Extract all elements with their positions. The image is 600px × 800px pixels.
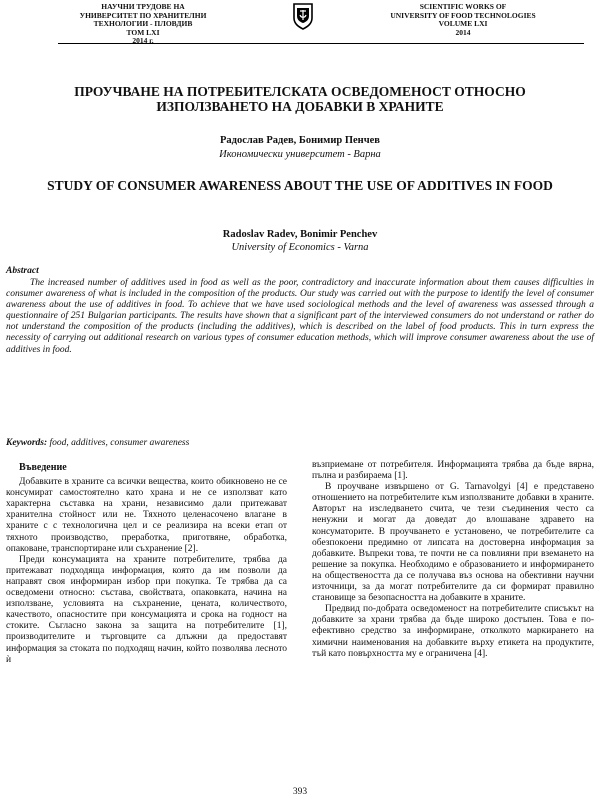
header-line: VOLUME LXI	[438, 19, 488, 28]
affiliation-en: University of Economics - Varna	[231, 242, 369, 253]
abstract-text: The increased number of additives used in food as well as the poor, contradictory and inaccurate information about them causes difficulties in consumer awareness of what is included in the composition of the products. Our study was carried out with the purpose to identify the level of consumer awareness about the use of additives in food. To achieve that we have used sociological methods and the level of awareness was assessed through a questionnaire of 251 Bulgarian participants. The results have shown that a significant part of the interviewed consumers do not understand or rather do not understand the composition of the products (including the additives), which is described on the label of food products. This in turn express the necessity of carrying out additional research on various types of consumer education methods, which will improve consumer awareness about the use of additives in food.	[6, 278, 594, 355]
header-line: 2014 г.	[132, 36, 154, 45]
header-line: SCIENTIFIC WORKS OF	[419, 2, 507, 11]
header-line: UNIVERSITY OF FOOD TECHNOLOGIES	[390, 10, 536, 20]
title-line: ПРОУЧВАНЕ НА ПОТРЕБИТЕЛСКАТА ОСВЕДОМЕНОСТ ОТНОСНО	[74, 84, 526, 99]
journal-header-en	[378, 3, 548, 37]
page-number: 393	[292, 787, 308, 797]
keywords-text: food, additives, consumer awareness	[49, 438, 190, 448]
header-line: УНИВЕРСИТЕТ ПО ХРАНИТЕЛНИ	[79, 10, 207, 20]
paper-title-en: STUDY OF CONSUMER AWARENESS ABOUT THE USE OF ADDITIVES IN FOOD	[47, 178, 553, 193]
body-paragraph: В проучване извършено от G. Tarnavolgyi [4] е представено отношението на потребителите към използваните добавки в храните. Авторът на изследването счита, че тези съединения често са ненужни и могат да доведат до влошаване здравето на консуматорите. В проучването е установено, че потребителите са обезпокоени предимно от липсата на достоверна информация за добавките. Въпреки това, те почти не са повлияни при вземането на решение за покупка. Необходимо е образованието и информирането на обществеността да се получава въз основа на обективни научни източници, за да могат потребителите да си формират правилно становище за безопасността на добавките в храните.	[312, 482, 594, 604]
paper-title-bg	[30, 84, 570, 114]
title-line: ИЗПОЛЗВАНЕТО НА ДОБАВКИ В ХРАНИТЕ	[156, 99, 444, 114]
university-crest-icon	[292, 2, 314, 30]
body-paragraph: Добавките в храните са всички вещества, които обикновено не се консумират самостоятелно като храна и не се използват като характерна съставка на храни, независимо дали притежават хранителна стойност или не. Тяхното целенасочено влагане в храните с с технологична цел и се реализира на всеки етап от тяхното производство, преработка, приготвяне, обработка, опаковане, транспортиране или съхранение [2].	[6, 477, 287, 554]
body-paragraph: възприемане от потребителя. Информацията трябва да бъде вярна, пълна и разбираема [1].	[312, 460, 594, 482]
authors-bg: Радослав Радев, Бонимир Пенчев	[220, 135, 380, 146]
body-column-right	[312, 460, 594, 660]
keywords	[6, 438, 189, 449]
abstract-label: Abstract	[6, 266, 39, 276]
section-heading: Въведение	[19, 462, 67, 473]
header-line: 2014	[455, 27, 471, 37]
header-divider	[58, 43, 584, 44]
header-line: ТЕХНОЛОГИИ - ПЛОВДИВ	[93, 19, 193, 28]
affiliation-bg: Икономически университет - Варна	[219, 149, 381, 160]
body-column-left	[6, 462, 287, 666]
authors-en: Radoslav Radev, Bonimir Penchev	[222, 229, 378, 240]
body-paragraph: Преди консумацията на храните потребителите, трябва да притежават подходяща информация, която да им позволи да направят своя информиран избор при покупка. Те трябва да са осведомени относно: състава, свойствата, опаковката, начина на използване, условията на съхранение, цената, количеството, качеството, опасностите при консумацията и срока на годност на стоките. Съгласно закона за защита на потребителите [1], производителите и търговците са длъжни да предоставят информация за стоката по подходящ начин, който позволява лесното ѝ	[6, 554, 287, 665]
keywords-label: Keywords:	[6, 438, 48, 448]
body-paragraph: Предвид по-добрата осведоменост на потребителите списъкът на добавките за храни трябва да бъде широко достъпен. Това е по-ефективно средство за информиране, отколкото маркирането на химични наименования на добавките върху етикета на продуктите, тъй като повърхността му е ограничена [4].	[312, 604, 594, 659]
header-line: НАУЧНИ ТРУДОВЕ НА	[101, 2, 185, 11]
journal-header-bg	[58, 3, 228, 46]
header-line: ТОМ LXI	[126, 27, 160, 37]
